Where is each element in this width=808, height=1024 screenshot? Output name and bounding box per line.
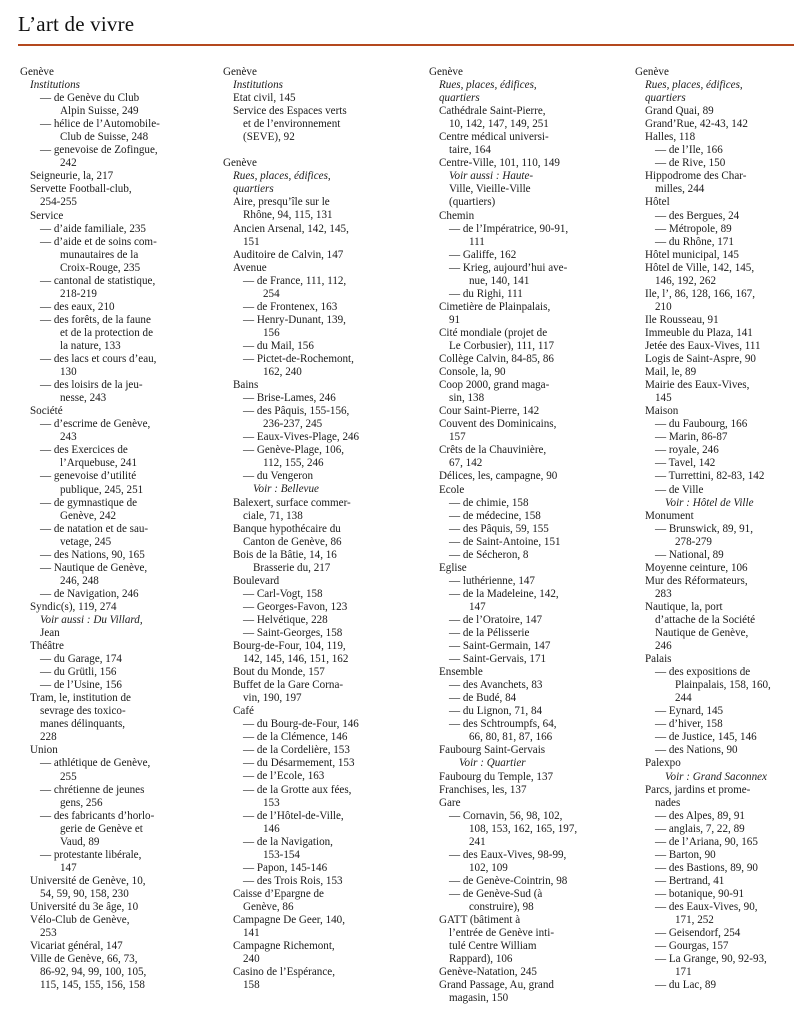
index-entry-line: — des lacs et cours d’eau, — [40, 353, 157, 366]
index-entry-line: — de Genève-Sud (à — [449, 887, 543, 900]
index-entry-line: Service — [30, 209, 64, 222]
index-entry-line: sevrage des toxico- — [40, 705, 126, 718]
index-entry-line: Grand Passage, Au, grand — [439, 979, 554, 992]
index-heading: Genève — [223, 157, 257, 170]
index-entry-line: 112, 155, 246 — [263, 457, 324, 470]
index-entry-line: 236-237, 245 — [263, 418, 323, 431]
index-entry-line: — cantonal de statistique, — [40, 274, 156, 287]
index-entry-line: Club de Suisse, 248 — [60, 131, 149, 144]
index-entry-line: Grand Quai, 89 — [645, 105, 714, 118]
index-entry-line: 141 — [243, 927, 260, 940]
index-entry-line: 153-154 — [263, 848, 300, 861]
index-entry-line: Palais — [645, 653, 672, 666]
index-entry-line: Campagne Richemont, — [233, 940, 335, 953]
index-entry-line: — Turrettini, 82-83, 142 — [655, 470, 765, 483]
index-entry-line: — Saint-Georges, 158 — [243, 626, 343, 639]
index-entry-line: Canton de Genève, 86 — [243, 535, 342, 548]
index-entry-line: — de Genève du Club — [40, 92, 140, 105]
index-entry-line: Seigneurie, la, 217 — [30, 170, 114, 183]
index-entry-line: — Genève-Plage, 106, — [243, 444, 345, 457]
index-entry-line: publique, 245, 251 — [60, 483, 144, 496]
index-entry-line: Balexert, surface commer- — [233, 496, 351, 509]
index-entry-line: Cour Saint-Pierre, 142 — [439, 405, 540, 418]
index-entry-line: Nautique de Genève, — [655, 627, 749, 640]
index-entry-line: Mairie des Eaux-Vives, — [645, 379, 750, 392]
index-entry-line: Plainpalais, 158, 160, — [675, 679, 771, 692]
index-entry-line: — du Rhône, 171 — [655, 235, 734, 248]
index-entry-line: — du Garage, 174 — [40, 653, 122, 666]
index-entry-line: 86-92, 94, 99, 100, 105, — [40, 966, 147, 979]
index-entry-line: — Carl-Vogt, 158 — [243, 587, 323, 600]
index-entry-line: — du Désarmement, 153 — [243, 757, 355, 770]
index-entry-line: Jetée des Eaux-Vives, 111 — [645, 339, 761, 352]
index-entry-line: 67, 142 — [449, 457, 483, 470]
index-entry-line: — Métropole, 89 — [655, 222, 732, 235]
index-entry-line: et de la protection de — [60, 326, 154, 339]
index-entry-line: Croix-Rouge, 235 — [60, 261, 141, 274]
index-entry-line: 54, 59, 90, 158, 230 — [40, 887, 129, 900]
index-entry-line: — Henry-Dunant, 139, — [243, 313, 346, 326]
index-entry-line: 218-219 — [60, 287, 97, 300]
index-entry-line: 115, 145, 155, 156, 158 — [40, 979, 145, 992]
index-entry-line: — de l’Impératrice, 90-91, — [449, 222, 569, 235]
index-entry-line: Bourg-de-Four, 104, 119, — [233, 640, 346, 653]
index-entry-line: — National, 89 — [655, 548, 724, 561]
index-entry-line: — Saint-Gervais, 171 — [449, 653, 547, 666]
index-entry-line: — anglais, 7, 22, 89 — [655, 822, 745, 835]
index-subheading: Voir : Quartier — [459, 757, 526, 770]
index-entry-line: — du Righi, 111 — [449, 287, 523, 300]
index-entry-line: d’attache de la Société — [655, 613, 756, 626]
index-entry-line: Tram, le, institution de — [30, 692, 131, 705]
index-entry-line: Logis de Saint-Aspre, 90 — [645, 353, 756, 366]
index-entry-line: Couvent des Dominicains, — [439, 418, 557, 431]
index-entry-line: l’Arquebuse, 241 — [60, 457, 138, 470]
index-entry-line: — du Mail, 156 — [243, 339, 314, 352]
index-entry-line: — Eynard, 145 — [655, 705, 724, 718]
index-entry-line: 157 — [449, 431, 466, 444]
index-entry-line: — Nautique de Genève, — [40, 561, 148, 574]
index-entry-line: Auditoire de Calvin, 147 — [233, 248, 344, 261]
index-entry-line: 243 — [60, 431, 77, 444]
index-entry-line: Centre médical universi- — [439, 131, 549, 144]
index-entry-line: tulé Centre William — [449, 940, 537, 953]
index-entry-line: — d’escrime de Genève, — [40, 418, 151, 431]
index-entry-line: — de l’Ile, 166 — [655, 144, 723, 157]
index-entry-line: — du Lac, 89 — [655, 979, 716, 992]
index-entry-line: Ecole — [439, 483, 465, 496]
index-entry-line: 283 — [655, 587, 672, 600]
index-entry-line: construire), 98 — [469, 901, 534, 913]
index-subheading: Rues, places, édifices, — [645, 79, 743, 92]
index-entry-line: — des Exercices de — [40, 444, 128, 457]
index-entry-line: 246 — [655, 640, 672, 653]
index-entry-line: — du Bourg-de-Four, 146 — [243, 718, 359, 731]
index-entry-line: 254 — [263, 287, 280, 300]
index-entry-line: Halles, 118 — [645, 131, 696, 144]
index-entry-line: 228 — [40, 731, 57, 744]
index-entry-line: — de France, 111, 112, — [243, 274, 347, 287]
index-entry-line: GATT (bâtiment à — [439, 914, 521, 927]
index-subheading: Voir : Bellevue — [253, 483, 319, 496]
index-entry-line: Cité mondiale (projet de — [439, 326, 548, 339]
index-entry-line: — des loisirs de la jeu- — [40, 379, 143, 392]
index-entry-line: — des forêts, de la faune — [40, 313, 151, 326]
index-entry-line: 145 — [655, 392, 672, 405]
index-entry-line: Maison — [645, 405, 679, 418]
index-entry-line: — des Eaux-Vives, 90, — [655, 901, 758, 913]
index-entry-line: Rappard), 106 — [449, 953, 513, 966]
index-entry-line: vetage, 245 — [60, 535, 112, 548]
index-entry-line: Ensemble — [439, 666, 483, 679]
index-entry-line: — Georges-Favon, 123 — [243, 600, 348, 613]
index-entry-line: l’entrée de Genève inti- — [449, 927, 555, 940]
index-entry-line: — de gymnastique de — [40, 496, 138, 509]
index-entry-line: — des eaux, 210 — [40, 300, 115, 313]
index-entry-line: 162, 240 — [263, 366, 302, 379]
index-entry-line: Ile, l’, 86, 128, 166, 167, — [645, 287, 756, 300]
index-entry-line: — des Nations, 90, 165 — [40, 548, 145, 561]
index-entry-line: Campagne De Geer, 140, — [233, 914, 345, 926]
index-subheading: quartiers — [439, 92, 480, 105]
index-entry-line: 146, 192, 262 — [655, 274, 717, 287]
index-entry-line: Franchises, les, 137 — [439, 783, 527, 796]
index-entry-line: Jean — [40, 627, 60, 640]
index-entry-line: 156 — [263, 326, 280, 339]
index-entry-line: Cathédrale Saint-Pierre, — [439, 105, 546, 118]
index-column-3 — [429, 66, 617, 1005]
index-entry-line: Hippodrome des Char- — [645, 170, 747, 183]
index-entry-line: Boulevard — [233, 574, 280, 587]
index-entry-line: 102, 109 — [469, 861, 508, 874]
index-entry-line: 171, 252 — [675, 914, 714, 927]
header-rule — [18, 44, 794, 46]
index-entry-line: Union — [30, 744, 58, 757]
index-entry-line: Avenue — [233, 261, 267, 274]
index-entry-line: Crêts de la Chauvinière, — [439, 444, 547, 457]
index-entry-line: Grand’Rue, 42-43, 142 — [645, 118, 748, 131]
index-entry-line: Vicariat général, 147 — [30, 940, 123, 953]
index-entry-line: — Pictet-de-Rochemont, — [243, 352, 354, 365]
index-entry-line: milles, 244 — [655, 183, 705, 196]
index-entry-line: 111 — [469, 235, 485, 248]
index-entry-line: Vélo-Club de Genève, — [30, 914, 130, 927]
index-entry-line: Alpin Suisse, 249 — [60, 105, 139, 118]
index-entry-line: 108, 153, 162, 165, 197, — [469, 822, 578, 835]
index-subheading: Institutions — [233, 79, 283, 92]
index-subheading: Voir aussi : Haute- — [449, 170, 534, 183]
index-entry-line: 253 — [40, 927, 57, 940]
index-entry-line: munautaires de la — [60, 248, 139, 261]
index-entry-line: — des Eaux-Vives, 98-99, — [449, 848, 567, 861]
index-entry-line: — de l’Ecole, 163 — [243, 770, 325, 783]
index-entry-line: Ville, Vieille-Ville — [449, 183, 531, 196]
index-entry-line: Collège Calvin, 84-85, 86 — [439, 353, 554, 366]
index-entry-line: — Marin, 86-87 — [655, 431, 728, 444]
index-entry-line: Hôtel — [645, 196, 670, 209]
index-entry-line: — des expositions de — [655, 666, 751, 679]
index-subheading: Rues, places, édifices, — [233, 170, 331, 183]
index-entry-line: Casino de l’Espérance, — [233, 966, 335, 979]
index-entry-line: — de la Madeleine, 142, — [449, 587, 559, 600]
index-entry-line: Le Corbusier), 111, 117 — [449, 339, 555, 352]
index-entry-line: — Papon, 145-146 — [243, 861, 328, 874]
index-heading: Genève — [20, 66, 54, 78]
index-entry-line: (SEVE), 92 — [243, 131, 295, 144]
index-column-2 — [223, 66, 411, 992]
index-entry-line: sin, 138 — [449, 392, 485, 405]
index-entry-line: Palexpo — [645, 757, 681, 770]
index-entry-line: (quartiers) — [449, 196, 496, 209]
index-entry-line: — Krieg, aujourd’hui ave- — [449, 261, 568, 274]
index-entry-line: nades — [655, 796, 681, 809]
index-entry-line: nesse, 243 — [60, 392, 107, 405]
index-entry-line: 153 — [263, 796, 280, 809]
index-subheading: quartiers — [233, 183, 274, 196]
index-entry-line: 242 — [60, 157, 77, 170]
index-entry-line: — Tavel, 142 — [655, 457, 716, 470]
index-entry-line: — genevoise d’utilité — [40, 470, 137, 483]
index-entry-line: — de l’Oratoire, 147 — [449, 613, 543, 626]
index-entry-line: — La Grange, 90, 92-93, — [655, 953, 767, 966]
index-entry-line: Faubourg Saint-Gervais — [439, 744, 546, 757]
index-entry-line: Banque hypothécaire du — [233, 522, 341, 535]
index-entry-line: — de Rive, 150 — [655, 157, 726, 170]
index-entry-line: — des Pâquis, 155-156, — [243, 405, 350, 418]
index-entry-line: Service des Espaces verts — [233, 105, 347, 118]
index-entry-line: Gare — [439, 796, 461, 809]
index-entry-line: — de la Clémence, 146 — [243, 731, 348, 744]
index-entry-line: Bains — [233, 379, 259, 392]
index-entry-line: — d’hiver, 158 — [655, 718, 723, 731]
index-subheading: Rues, places, édifices, — [439, 79, 537, 92]
index-entry-line: Nautique, la, port — [645, 600, 723, 613]
index-entry-line: Café — [233, 705, 254, 718]
index-entry-line: — chrétienne de jeunes — [40, 783, 145, 796]
index-entry-line: — Cornavin, 56, 98, 102, — [449, 809, 563, 822]
index-entry-line: Faubourg du Temple, 137 — [439, 770, 554, 783]
index-entry-line: — de Genève-Cointrin, 98 — [449, 874, 568, 887]
index-entry-line: Vaud, 89 — [60, 835, 100, 848]
index-entry-line: — de chimie, 158 — [449, 496, 529, 509]
index-entry-line: — de Ville — [655, 483, 704, 496]
index-entry-line: Bois de la Bâtie, 14, 16 — [233, 548, 337, 561]
index-entry-line: — du Grütli, 156 — [40, 666, 117, 679]
index-entry-line: — de Navigation, 246 — [40, 587, 139, 600]
index-entry-line: magasin, 150 — [449, 992, 509, 1005]
index-entry-line: Chemin — [439, 209, 475, 222]
index-entry-line: — Brunswick, 89, 91, — [655, 522, 753, 535]
index-heading: Genève — [223, 66, 257, 78]
index-entry-line: — botanique, 90-91 — [655, 887, 745, 900]
index-entry-line: 130 — [60, 366, 77, 379]
index-entry-line: — Barton, 90 — [655, 848, 716, 861]
index-entry-line: — Helvétique, 228 — [243, 613, 328, 626]
index-entry-line: — Galiffe, 162 — [449, 248, 517, 261]
index-subheading: quartiers — [645, 92, 686, 105]
index-entry-line: vin, 190, 197 — [243, 692, 302, 705]
index-entry-line: Buffet de la Gare Corna- — [233, 679, 344, 692]
index-entry-line: Etat civil, 145 — [233, 92, 296, 105]
index-entry-line: — d’aide familiale, 235 — [40, 222, 146, 235]
index-entry-line: — de la Pélisserie — [449, 627, 530, 640]
index-entry-line: — de Frontenex, 163 — [243, 300, 338, 313]
index-entry-line: Eglise — [439, 561, 467, 574]
index-entry-line: gens, 256 — [60, 796, 103, 809]
index-entry-line: 241 — [469, 835, 486, 848]
index-entry-line: Genève, 86 — [243, 900, 294, 913]
index-entry-line: Console, la, 90 — [439, 366, 506, 379]
index-entry-line: Centre-Ville, 101, 110, 149 — [439, 157, 560, 170]
index-entry-line: — Gourgas, 157 — [655, 940, 729, 953]
index-entry-line: 147 — [60, 861, 77, 874]
index-entry-line: Hôtel municipal, 145 — [645, 248, 739, 261]
index-entry-line: Délices, les, campagne, 90 — [439, 470, 558, 483]
index-entry-line: — d’aide et de soins com- — [40, 235, 157, 248]
index-heading: Genève — [429, 66, 463, 78]
index-subheading: Voir : Hôtel de Ville — [665, 496, 754, 509]
index-entry-line: Théâtre — [30, 640, 64, 653]
index-entry-line: 147 — [469, 600, 486, 613]
index-entry-line: — des fabricants d’horlo- — [40, 809, 155, 822]
index-subheading: Institutions — [30, 79, 80, 92]
index-entry-line: 244 — [675, 692, 692, 705]
index-entry-line: — Geisendorf, 254 — [655, 927, 741, 940]
index-entry-line: 10, 142, 147, 149, 251 — [449, 118, 549, 131]
index-entry-line: Université de Genève, 10, — [30, 874, 146, 887]
index-entry-line: Cimetière de Plainpalais, — [439, 300, 551, 313]
index-entry-line: — de l’Ariana, 90, 165 — [655, 835, 758, 848]
index-entry-line: — des Schtroumpfs, 64, — [449, 718, 557, 731]
index-entry-line: — des Bastions, 89, 90 — [655, 861, 758, 874]
index-entry-line: — des Pâquis, 59, 155 — [449, 522, 549, 535]
index-subheading: Voir : Grand Saconnex — [665, 770, 767, 783]
index-entry-line: — protestante libérale, — [40, 848, 142, 861]
index-entry-line: — du Vengeron — [243, 470, 314, 483]
index-entry-line: la nature, 133 — [60, 339, 121, 352]
index-entry-line: — des Bergues, 24 — [655, 209, 740, 222]
index-entry-line: Genève, 242 — [60, 509, 117, 522]
index-entry-line: Coop 2000, grand maga- — [439, 379, 550, 392]
index-entry-line: — Brise-Lames, 246 — [243, 392, 336, 405]
index-entry-line: Ancien Arsenal, 142, 145, — [233, 222, 349, 235]
index-entry-line: — de l’Usine, 156 — [40, 679, 122, 692]
index-entry-line: Immeuble du Plaza, 141 — [645, 326, 753, 339]
running-head: L’art de vivre — [18, 12, 135, 36]
index-entry-line: Bout du Monde, 157 — [233, 666, 325, 679]
index-entry-line: — des Nations, 90 — [655, 744, 738, 757]
index-entry-line: — de médecine, 158 — [449, 509, 541, 522]
index-entry-line: — hélice de l’Automobile- — [40, 118, 160, 131]
index-entry-line: — luthérienne, 147 — [449, 574, 535, 587]
index-entry-line: — de Justice, 145, 146 — [655, 731, 757, 744]
index-column-1 — [20, 66, 208, 992]
index-entry-line: Genève-Natation, 245 — [439, 966, 537, 979]
index-entry-line: — royale, 246 — [655, 444, 719, 457]
index-entry-line: ciale, 71, 138 — [243, 509, 303, 522]
index-entry-line: — de la Navigation, — [243, 835, 333, 848]
index-entry-line: gerie de Genève et — [60, 822, 143, 835]
index-heading: Genève — [635, 66, 669, 78]
index-entry-line: Moyenne ceinture, 106 — [645, 561, 748, 574]
index-entry-line: 146 — [263, 822, 280, 835]
index-entry-line: taire, 164 — [449, 144, 491, 157]
index-entry-line: — de Saint-Antoine, 151 — [449, 535, 561, 548]
index-entry-line: — de Budé, 84 — [449, 692, 517, 705]
index-entry-line: 158 — [243, 979, 260, 992]
index-entry-line: — athlétique de Genève, — [40, 757, 151, 770]
index-entry-line: Servette Football-club, — [30, 183, 132, 196]
index-entry-line: Rhône, 94, 115, 131 — [243, 209, 333, 222]
index-entry-line: — de la Grotte aux fées, — [243, 783, 352, 796]
index-entry-line: Mail, le, 89 — [645, 366, 697, 379]
index-entry-line: 142, 145, 146, 151, 162 — [243, 653, 349, 666]
index-entry-line: 151 — [243, 235, 260, 248]
index-entry-line: 240 — [243, 953, 260, 966]
index-entry-line: et de l’environnement — [243, 118, 341, 131]
index-entry-line: — des Alpes, 89, 91 — [655, 809, 745, 822]
index-entry-line: — Bertrand, 41 — [655, 874, 725, 887]
index-entry-line: manes délinquants, — [40, 718, 126, 731]
index-entry-line: 66, 80, 81, 87, 166 — [469, 731, 553, 744]
index-column-4 — [635, 66, 808, 992]
index-entry-line: Ville de Genève, 66, 73, — [30, 953, 138, 966]
index-entry-line: — des Avanchets, 83 — [449, 679, 543, 692]
index-entry-line: Syndic(s), 119, 274 — [30, 600, 117, 613]
index-entry-line: 91 — [449, 313, 461, 326]
index-entry-line: — Saint-Germain, 147 — [449, 640, 551, 653]
index-entry-line: Hôtel de Ville, 142, 145, — [645, 261, 755, 274]
index-subheading: Voir aussi : Du Villard, — [40, 613, 143, 626]
index-entry-line: Ile Rousseau, 91 — [645, 313, 719, 326]
index-entry-line: Société — [30, 405, 63, 418]
index-entry-line: — de natation et de sau- — [40, 522, 149, 535]
index-entry-line: nue, 140, 141 — [469, 274, 530, 287]
index-entry-line: 210 — [655, 300, 672, 313]
index-entry-line: Parcs, jardins et prome- — [645, 783, 751, 796]
index-entry-line: — du Faubourg, 166 — [655, 418, 748, 431]
index-entry-line: 278-279 — [675, 535, 712, 548]
index-entry-line: — de la Cordelière, 153 — [243, 744, 350, 757]
index-entry-line: — des Trois Rois, 153 — [243, 874, 343, 887]
index-entry-line: Monument — [645, 509, 694, 522]
index-entry-line: — Eaux-Vives-Plage, 246 — [243, 431, 360, 444]
index-entry-line: — genevoise de Zofingue, — [40, 144, 158, 157]
index-entry-line: 171 — [675, 966, 692, 979]
index-entry-line: — du Lignon, 71, 84 — [449, 705, 543, 718]
index-entry-line: 246, 248 — [60, 574, 99, 587]
index-entry-line: Caisse d’Epargne de — [233, 887, 324, 900]
index-entry-line: 254-255 — [40, 196, 77, 209]
index-entry-line: Université du 3e âge, 10 — [30, 901, 139, 913]
index-entry-line: Aire, presqu’île sur le — [233, 196, 330, 209]
index-entry-line: — de Sécheron, 8 — [449, 548, 529, 561]
index-entry-line: 255 — [60, 770, 77, 783]
index-entry-line: Mur des Réformateurs, — [645, 574, 748, 587]
index-entry-line: — de l’Hôtel-de-Ville, — [243, 809, 344, 822]
index-entry-line: Brasserie du, 217 — [253, 561, 331, 574]
